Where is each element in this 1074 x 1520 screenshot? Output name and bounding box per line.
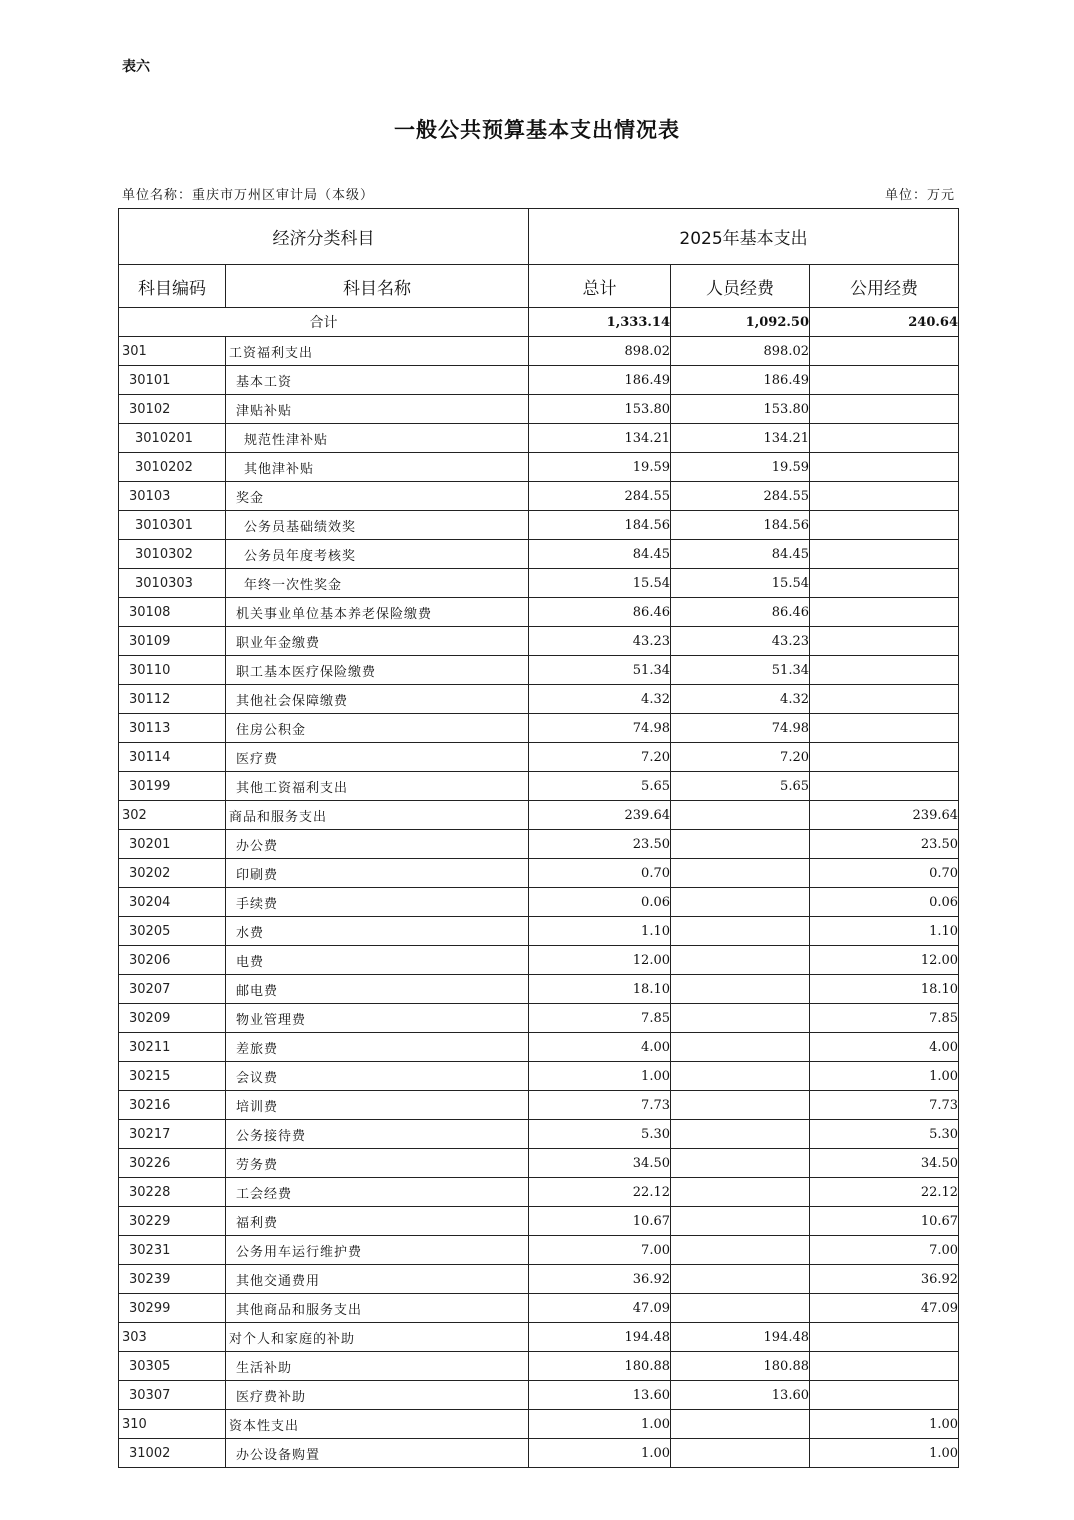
- row-code: 30102: [119, 395, 226, 424]
- row-public: 7.00: [810, 1236, 959, 1265]
- row-total: 5.65: [529, 772, 671, 801]
- row-name: 奖金: [226, 482, 529, 511]
- row-code: 30201: [119, 830, 226, 859]
- table-row: [119, 511, 959, 540]
- row-name: 公务员年度考核奖: [226, 540, 529, 569]
- row-total: 7.00: [529, 1236, 671, 1265]
- row-name: 其他商品和服务支出: [226, 1294, 529, 1323]
- row-public: 1.10: [810, 917, 959, 946]
- row-public: [810, 598, 959, 627]
- row-personnel: [671, 1178, 810, 1207]
- header-total: 总计: [529, 265, 671, 308]
- row-code: 30229: [119, 1207, 226, 1236]
- row-name: 公务用车运行维护费: [226, 1236, 529, 1265]
- row-public: [810, 743, 959, 772]
- row-code: 30206: [119, 946, 226, 975]
- row-total: 180.88: [529, 1352, 671, 1381]
- row-name: 公务员基础绩效奖: [226, 511, 529, 540]
- row-name: 住房公积金: [226, 714, 529, 743]
- table-row: [119, 917, 959, 946]
- row-public: 0.06: [810, 888, 959, 917]
- row-code: 30215: [119, 1062, 226, 1091]
- row-total: 0.06: [529, 888, 671, 917]
- row-personnel: 186.49: [671, 366, 810, 395]
- row-personnel: 134.21: [671, 424, 810, 453]
- row-public: 10.67: [810, 1207, 959, 1236]
- row-personnel: [671, 1236, 810, 1265]
- header-name: 科目名称: [226, 265, 529, 308]
- table-row: [119, 337, 959, 366]
- row-name: 印刷费: [226, 859, 529, 888]
- row-total: 10.67: [529, 1207, 671, 1236]
- row-total: 36.92: [529, 1265, 671, 1294]
- row-total: 23.50: [529, 830, 671, 859]
- row-total: 86.46: [529, 598, 671, 627]
- row-public: [810, 772, 959, 801]
- row-personnel: 74.98: [671, 714, 810, 743]
- row-total: 898.02: [529, 337, 671, 366]
- table-row: [119, 424, 959, 453]
- header-basic-expenditure: 2025年基本支出: [529, 209, 959, 265]
- row-code: 30204: [119, 888, 226, 917]
- row-name: 其他社会保障缴费: [226, 685, 529, 714]
- row-name: 医疗费补助: [226, 1381, 529, 1410]
- row-name: 工资福利支出: [226, 337, 529, 366]
- row-public: [810, 540, 959, 569]
- row-name: 商品和服务支出: [226, 801, 529, 830]
- row-public: [810, 627, 959, 656]
- table-row: [119, 743, 959, 772]
- row-public: 4.00: [810, 1033, 959, 1062]
- row-code: 30199: [119, 772, 226, 801]
- row-total: 184.56: [529, 511, 671, 540]
- row-code: 30305: [119, 1352, 226, 1381]
- row-code: 30103: [119, 482, 226, 511]
- row-total: 51.34: [529, 656, 671, 685]
- total-label: 合计: [119, 308, 529, 337]
- row-code: 30114: [119, 743, 226, 772]
- table-row: [119, 656, 959, 685]
- row-personnel: 4.32: [671, 685, 810, 714]
- row-name: 年终一次性奖金: [226, 569, 529, 598]
- row-public: 1.00: [810, 1439, 959, 1468]
- row-name: 邮电费: [226, 975, 529, 1004]
- row-personnel: [671, 946, 810, 975]
- row-code: 30226: [119, 1149, 226, 1178]
- total-public: 240.64: [810, 308, 959, 337]
- row-public: 0.70: [810, 859, 959, 888]
- row-personnel: [671, 801, 810, 830]
- table-row: [119, 1294, 959, 1323]
- row-name: 基本工资: [226, 366, 529, 395]
- row-public: [810, 511, 959, 540]
- row-name: 手续费: [226, 888, 529, 917]
- row-name: 会议费: [226, 1062, 529, 1091]
- row-total: 19.59: [529, 453, 671, 482]
- row-name: 办公费: [226, 830, 529, 859]
- row-public: 36.92: [810, 1265, 959, 1294]
- table-row: [119, 1381, 959, 1410]
- row-personnel: 43.23: [671, 627, 810, 656]
- row-total: 84.45: [529, 540, 671, 569]
- table-row: [119, 714, 959, 743]
- row-total: 186.49: [529, 366, 671, 395]
- row-total: 153.80: [529, 395, 671, 424]
- row-public: 34.50: [810, 1149, 959, 1178]
- row-personnel: [671, 1410, 810, 1439]
- row-name: 培训费: [226, 1091, 529, 1120]
- row-code: 302: [119, 801, 226, 830]
- row-public: [810, 1352, 959, 1381]
- table-row: [119, 1178, 959, 1207]
- row-name: 规范性津补贴: [226, 424, 529, 453]
- row-personnel: 5.65: [671, 772, 810, 801]
- table-row: [119, 1120, 959, 1149]
- row-code: 30307: [119, 1381, 226, 1410]
- row-public: [810, 569, 959, 598]
- header-code: 科目编码: [119, 265, 226, 308]
- table-row: [119, 627, 959, 656]
- total-sum: 1,333.14: [529, 308, 671, 337]
- row-name: 生活补助: [226, 1352, 529, 1381]
- row-name: 对个人和家庭的补助: [226, 1323, 529, 1352]
- row-code: 30110: [119, 656, 226, 685]
- table-row: [119, 830, 959, 859]
- row-name: 其他工资福利支出: [226, 772, 529, 801]
- row-code: 301: [119, 337, 226, 366]
- row-total: 4.32: [529, 685, 671, 714]
- row-personnel: 84.45: [671, 540, 810, 569]
- row-personnel: 898.02: [671, 337, 810, 366]
- row-public: [810, 714, 959, 743]
- row-code: 30207: [119, 975, 226, 1004]
- table-row: [119, 801, 959, 830]
- row-code: 30217: [119, 1120, 226, 1149]
- row-code: 30205: [119, 917, 226, 946]
- row-personnel: 13.60: [671, 1381, 810, 1410]
- row-total: 74.98: [529, 714, 671, 743]
- table-row: [119, 888, 959, 917]
- row-code: 30108: [119, 598, 226, 627]
- header-economic-category: 经济分类科目: [119, 209, 529, 265]
- row-total: 15.54: [529, 569, 671, 598]
- row-name: 医疗费: [226, 743, 529, 772]
- row-code: 30231: [119, 1236, 226, 1265]
- table-row: [119, 540, 959, 569]
- table-row: [119, 1410, 959, 1439]
- row-personnel: 19.59: [671, 453, 810, 482]
- row-personnel: 86.46: [671, 598, 810, 627]
- row-total: 1.00: [529, 1062, 671, 1091]
- row-personnel: [671, 1439, 810, 1468]
- row-total: 0.70: [529, 859, 671, 888]
- row-public: [810, 366, 959, 395]
- row-name: 差旅费: [226, 1033, 529, 1062]
- row-public: [810, 656, 959, 685]
- table-number: 表六: [122, 59, 150, 75]
- row-name: 其他交通费用: [226, 1265, 529, 1294]
- row-personnel: 184.56: [671, 511, 810, 540]
- row-personnel: 7.20: [671, 743, 810, 772]
- table-row: [119, 685, 959, 714]
- table-row: [119, 569, 959, 598]
- row-code: 30228: [119, 1178, 226, 1207]
- row-total: 47.09: [529, 1294, 671, 1323]
- row-public: [810, 1381, 959, 1410]
- row-total: 1.10: [529, 917, 671, 946]
- row-public: [810, 453, 959, 482]
- table-row: [119, 975, 959, 1004]
- row-personnel: [671, 1062, 810, 1091]
- page-title: 一般公共预算基本支出情况表: [394, 117, 680, 142]
- row-name: 福利费: [226, 1207, 529, 1236]
- row-personnel: [671, 975, 810, 1004]
- row-name: 其他津补贴: [226, 453, 529, 482]
- row-public: 5.30: [810, 1120, 959, 1149]
- row-public: 18.10: [810, 975, 959, 1004]
- row-public: 7.85: [810, 1004, 959, 1033]
- row-code: 3010303: [119, 569, 226, 598]
- row-total: 34.50: [529, 1149, 671, 1178]
- row-total: 7.85: [529, 1004, 671, 1033]
- row-personnel: [671, 888, 810, 917]
- row-personnel: [671, 1265, 810, 1294]
- row-code: 310: [119, 1410, 226, 1439]
- row-public: 1.00: [810, 1410, 959, 1439]
- row-code: 30209: [119, 1004, 226, 1033]
- row-code: 30109: [119, 627, 226, 656]
- table-row: [119, 482, 959, 511]
- row-total: 239.64: [529, 801, 671, 830]
- row-code: 30216: [119, 1091, 226, 1120]
- row-personnel: 15.54: [671, 569, 810, 598]
- row-public: [810, 395, 959, 424]
- row-code: 30239: [119, 1265, 226, 1294]
- row-public: [810, 1323, 959, 1352]
- row-public: [810, 685, 959, 714]
- table-row: [119, 1439, 959, 1468]
- table-row: [119, 1323, 959, 1352]
- row-public: 239.64: [810, 801, 959, 830]
- row-name: 劳务费: [226, 1149, 529, 1178]
- table-row: [119, 1091, 959, 1120]
- unit-label: 单位：万元: [884, 188, 955, 203]
- row-name: 资本性支出: [226, 1410, 529, 1439]
- row-public: [810, 424, 959, 453]
- total-row: [119, 308, 959, 337]
- table-row: [119, 1149, 959, 1178]
- row-code: 31002: [119, 1439, 226, 1468]
- row-total: 22.12: [529, 1178, 671, 1207]
- row-total: 5.30: [529, 1120, 671, 1149]
- row-public: [810, 482, 959, 511]
- header-public: 公用经费: [810, 265, 959, 308]
- total-personnel: 1,092.50: [671, 308, 810, 337]
- row-personnel: 153.80: [671, 395, 810, 424]
- row-public: 47.09: [810, 1294, 959, 1323]
- row-code: 30202: [119, 859, 226, 888]
- row-personnel: [671, 917, 810, 946]
- table-row: [119, 1352, 959, 1381]
- table-row: [119, 598, 959, 627]
- row-total: 134.21: [529, 424, 671, 453]
- row-name: 职工基本医疗保险缴费: [226, 656, 529, 685]
- table-row: [119, 366, 959, 395]
- row-total: 7.73: [529, 1091, 671, 1120]
- row-total: 7.20: [529, 743, 671, 772]
- budget-table: [118, 208, 959, 1468]
- row-personnel: 194.48: [671, 1323, 810, 1352]
- row-total: 4.00: [529, 1033, 671, 1062]
- row-total: 43.23: [529, 627, 671, 656]
- row-personnel: 180.88: [671, 1352, 810, 1381]
- row-personnel: [671, 1120, 810, 1149]
- table-row: [119, 453, 959, 482]
- row-name: 机关事业单位基本养老保险缴费: [226, 598, 529, 627]
- header-personnel: 人员经费: [671, 265, 810, 308]
- row-personnel: [671, 1149, 810, 1178]
- row-name: 公务接待费: [226, 1120, 529, 1149]
- row-personnel: [671, 1091, 810, 1120]
- table-row: [119, 395, 959, 424]
- table-row: [119, 859, 959, 888]
- table-row: [119, 1033, 959, 1062]
- table-row: [119, 1062, 959, 1091]
- row-personnel: [671, 1004, 810, 1033]
- row-code: 3010201: [119, 424, 226, 453]
- row-personnel: 284.55: [671, 482, 810, 511]
- row-name: 工会经费: [226, 1178, 529, 1207]
- row-personnel: [671, 1033, 810, 1062]
- row-total: 284.55: [529, 482, 671, 511]
- row-code: 303: [119, 1323, 226, 1352]
- row-total: 194.48: [529, 1323, 671, 1352]
- row-total: 1.00: [529, 1439, 671, 1468]
- row-public: 1.00: [810, 1062, 959, 1091]
- row-public: [810, 337, 959, 366]
- row-code: 30299: [119, 1294, 226, 1323]
- table-row: [119, 772, 959, 801]
- table-row: [119, 946, 959, 975]
- row-personnel: [671, 830, 810, 859]
- row-total: 13.60: [529, 1381, 671, 1410]
- row-code: 3010302: [119, 540, 226, 569]
- row-name: 电费: [226, 946, 529, 975]
- row-code: 30101: [119, 366, 226, 395]
- row-code: 30113: [119, 714, 226, 743]
- row-code: 30112: [119, 685, 226, 714]
- table-row: [119, 1004, 959, 1033]
- row-code: 30211: [119, 1033, 226, 1062]
- row-name: 职业年金缴费: [226, 627, 529, 656]
- row-public: 12.00: [810, 946, 959, 975]
- table-row: [119, 1265, 959, 1294]
- unit-name: 单位名称：重庆市万州区审计局（本级）: [122, 188, 375, 203]
- row-personnel: [671, 859, 810, 888]
- row-total: 1.00: [529, 1410, 671, 1439]
- row-code: 3010202: [119, 453, 226, 482]
- table-row: [119, 1236, 959, 1265]
- row-name: 津贴补贴: [226, 395, 529, 424]
- row-total: 12.00: [529, 946, 671, 975]
- row-name: 办公设备购置: [226, 1439, 529, 1468]
- row-personnel: 51.34: [671, 656, 810, 685]
- row-public: 7.73: [810, 1091, 959, 1120]
- row-name: 水费: [226, 917, 529, 946]
- row-public: 22.12: [810, 1178, 959, 1207]
- row-code: 3010301: [119, 511, 226, 540]
- row-personnel: [671, 1294, 810, 1323]
- table-row: [119, 1207, 959, 1236]
- row-total: 18.10: [529, 975, 671, 1004]
- row-name: 物业管理费: [226, 1004, 529, 1033]
- row-personnel: [671, 1207, 810, 1236]
- row-public: 23.50: [810, 830, 959, 859]
